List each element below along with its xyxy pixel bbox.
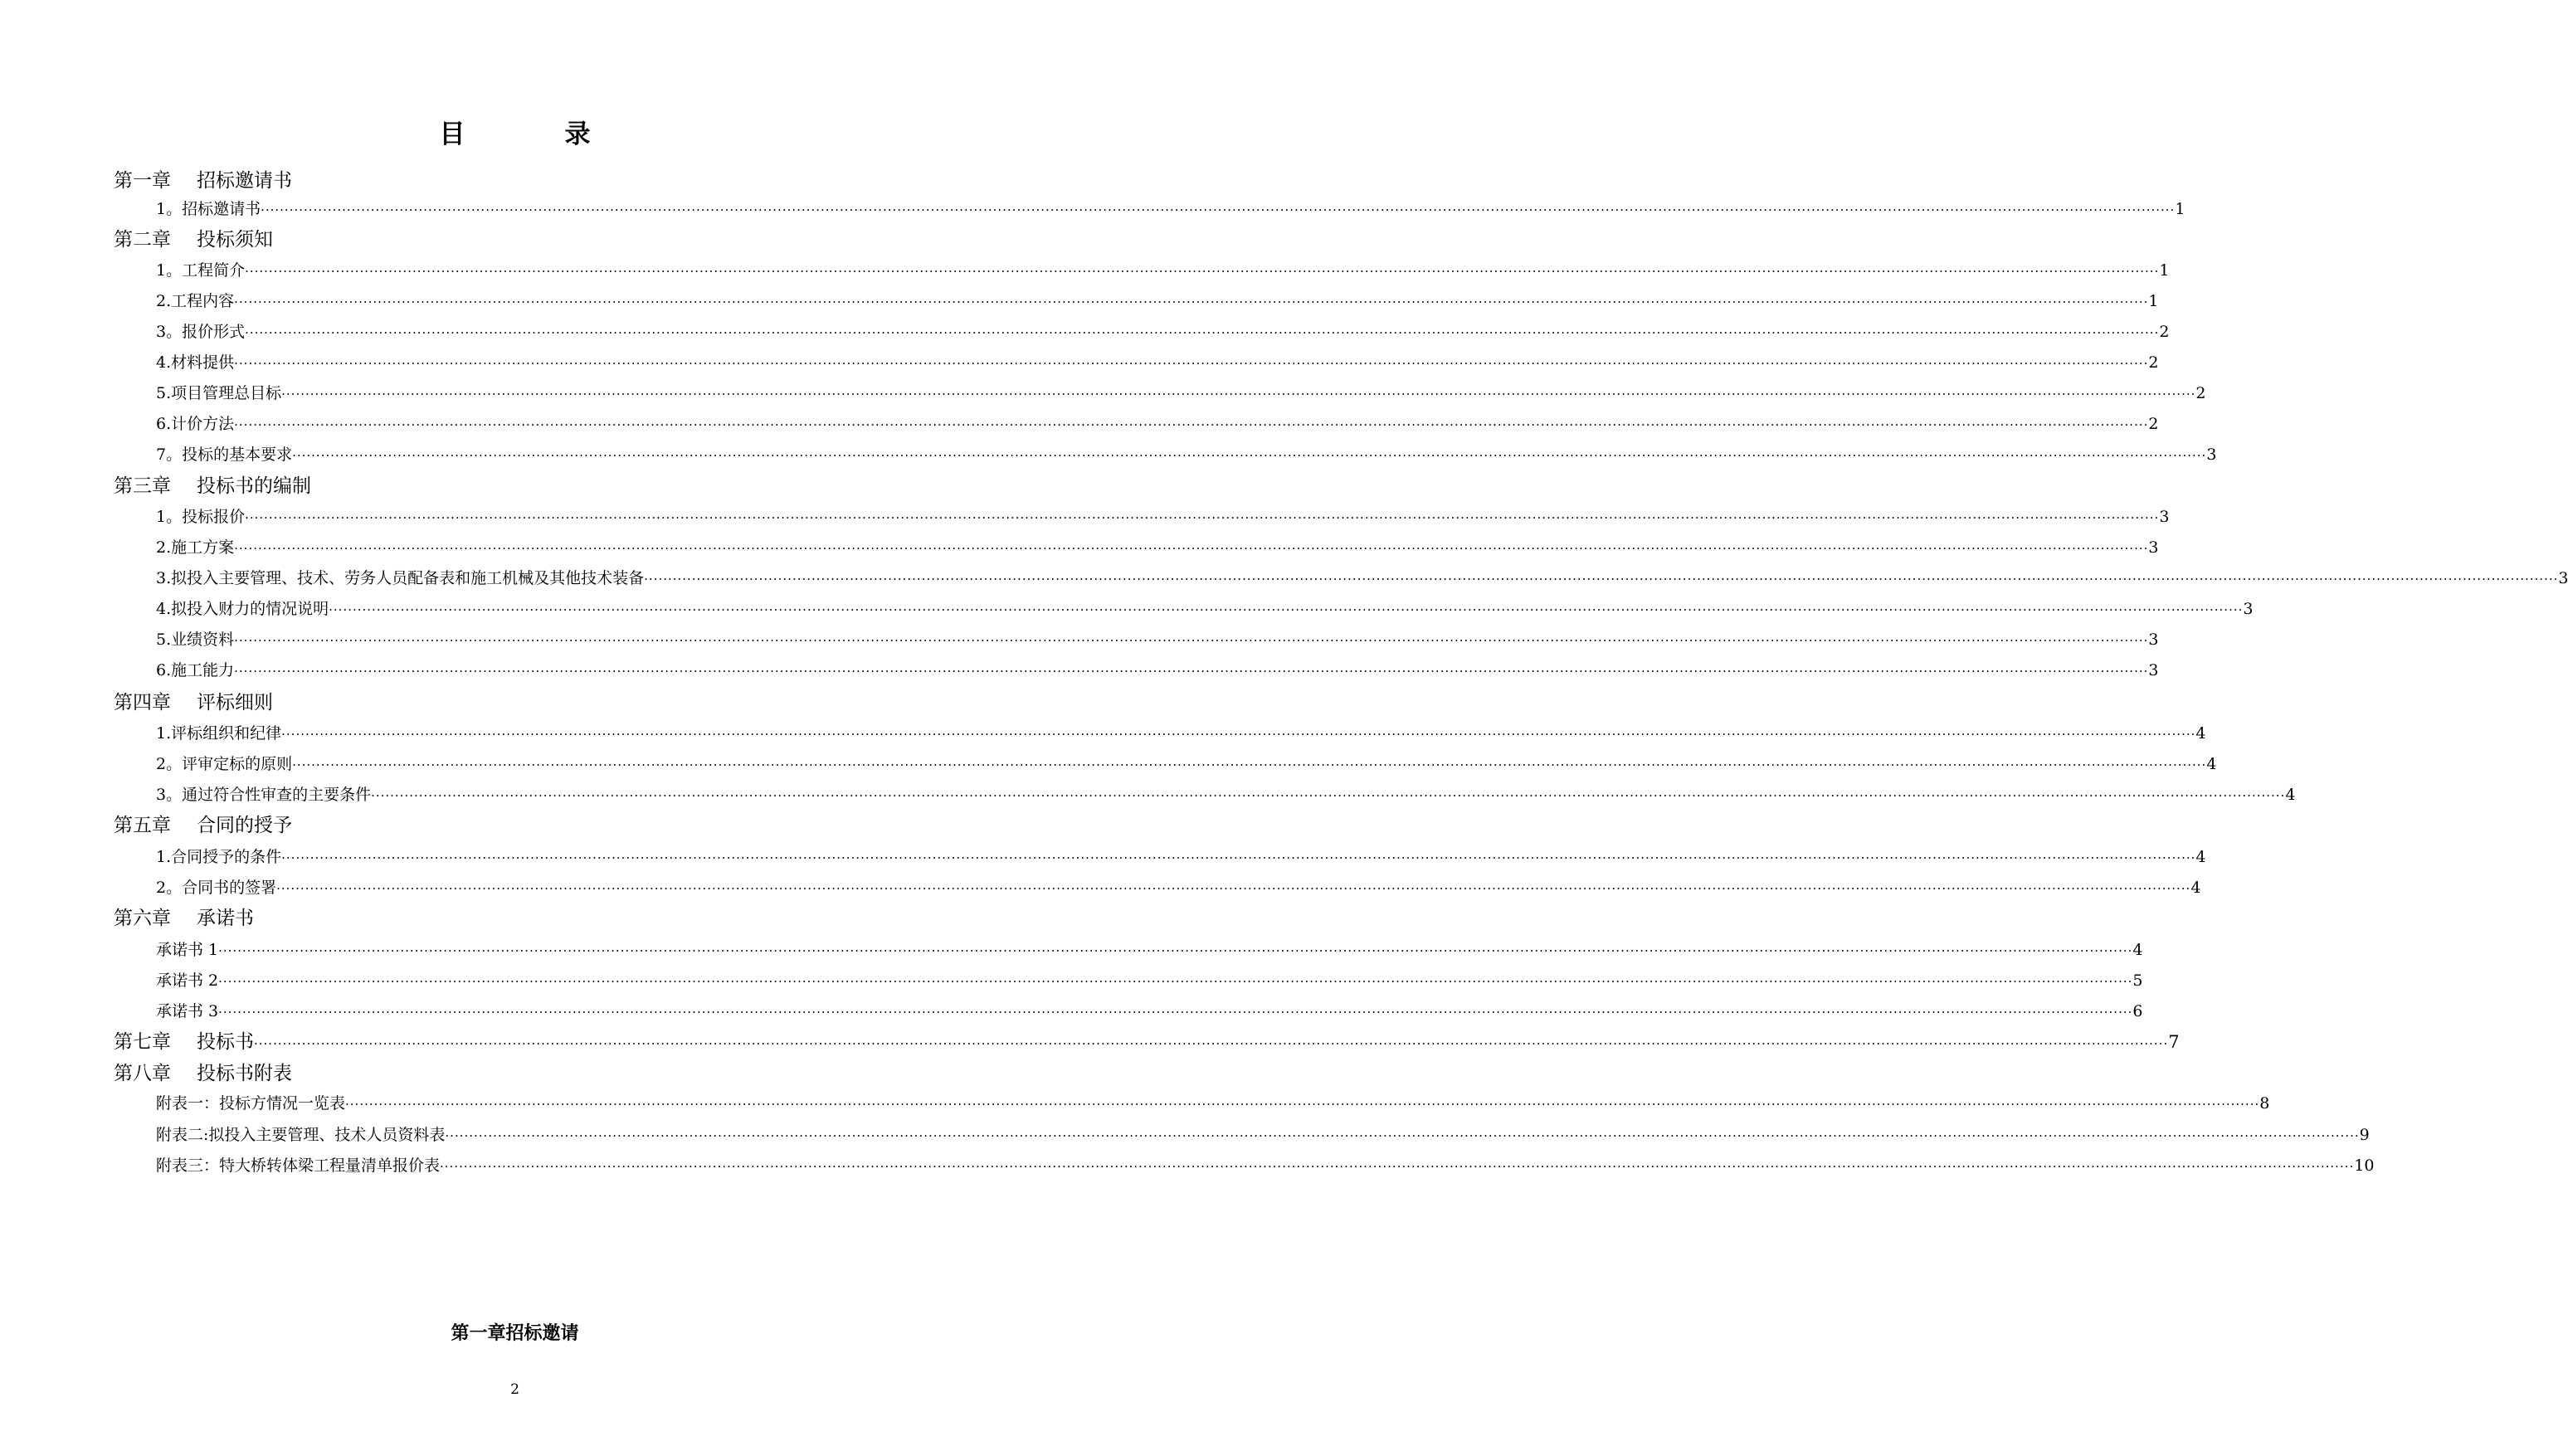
toc-entry-label: 附表二:拟投入主要管理、技术人员资料表: [156, 1126, 446, 1144]
toc-dot-leader: ················································································································································································································································································································································································································: [440, 1159, 2355, 1174]
toc-entry-label: 承诺书 1: [156, 941, 219, 959]
toc-entry-label: 1。招标邀请书: [156, 200, 261, 218]
toc-entry-label: 6.施工能力: [156, 661, 235, 679]
toc-entry: [156, 627, 2159, 652]
toc-dot-leader: ················································································································································································································································································································································································································: [234, 295, 2149, 309]
toc-chapter: [114, 474, 311, 499]
toc-chapter-title: 承诺书: [197, 908, 254, 929]
toc-page-number: 4: [2132, 941, 2143, 959]
toc-chapter: [114, 1061, 292, 1086]
toc-chapter-number: 第六章: [114, 908, 171, 929]
toc-entry: [156, 566, 2568, 591]
toc-entry-label: 5.项目管理总目标: [156, 384, 282, 402]
toc-page-number: 1: [2175, 200, 2185, 218]
toc-chapter-title: 评标细则: [197, 692, 273, 713]
toc-entry: [156, 1153, 2375, 1178]
toc-chapter-number: 第二章: [114, 229, 171, 251]
toc-page-number: 2: [2159, 323, 2170, 341]
toc-page-number: 9: [2359, 1126, 2370, 1144]
toc-dot-leader: ················································································································································································································································································································································································································: [218, 974, 2133, 989]
toc-page-number: 10: [2354, 1157, 2375, 1175]
toc-entry-label: 4.拟投入财力的情况说明: [156, 600, 329, 618]
toc-dot-leader: ················································································································································································································································································································································································································: [218, 943, 2133, 958]
toc-chapter-title: 投标须知: [197, 229, 273, 251]
toc-entry-label: 1。投标报价: [156, 508, 246, 526]
toc-chapter: [114, 690, 273, 715]
toc-entry: [156, 350, 2159, 375]
toc-chapter: [114, 906, 254, 931]
toc-entry-label: 4.材料提供: [156, 353, 235, 372]
toc-page-number: 6: [2132, 1002, 2143, 1020]
toc-page-number: 5: [2132, 971, 2143, 990]
toc-page-number: 8: [2259, 1094, 2270, 1113]
toc-entry: [156, 319, 2170, 344]
chapter-heading: 第一章招标邀请: [451, 1322, 579, 1344]
toc-chapter-number: 第一章: [114, 170, 171, 192]
toc-dot-leader: ················································································································································································································································································································································································································: [292, 448, 2207, 463]
toc-chapter: [114, 168, 292, 193]
toc-chapter: [114, 1030, 2180, 1054]
toc-chapter-number: 第三章: [114, 475, 171, 497]
toc-page-number: 1: [2159, 261, 2170, 280]
toc-entry: [156, 875, 2201, 900]
toc-chapter-number: 第八章: [114, 1063, 171, 1084]
toc-entry-label: 1.评标组织和纪律: [156, 724, 282, 743]
toc-dot-leader: ················································································································································································································································································································································································································: [234, 417, 2149, 432]
toc-page-number: 3: [2148, 661, 2159, 679]
toc-dot-leader: ················································································································································································································································································································································································································: [281, 387, 2196, 402]
toc-entry-label: 3。报价形式: [156, 323, 246, 341]
toc-entry: [156, 721, 2206, 746]
toc-page-number: 3: [2558, 569, 2568, 587]
toc-chapter-title: 投标书的编制: [197, 475, 311, 497]
toc-entry-label: 2.施工方案: [156, 538, 235, 557]
toc-entry: [156, 597, 2254, 621]
toc-page-number: 3: [2243, 600, 2254, 618]
toc-entry-label: 2。评审定标的原则: [156, 755, 293, 773]
toc-page-number: 1: [2148, 292, 2159, 310]
toc-entry-label: 附表三：特大桥转体梁工程量清单报价表: [156, 1157, 441, 1175]
toc-chapter-number: 第七章: [114, 1031, 171, 1053]
toc-chapter-number: 第四章: [114, 692, 171, 713]
toc-entry: [156, 535, 2159, 560]
toc-page-number: 3: [2148, 538, 2159, 557]
toc-page-number: 3: [2159, 508, 2170, 526]
toc-chapter-title: 合同的授予: [197, 815, 292, 836]
toc-dot-leader: ················································································································································································································································································································································································································: [245, 264, 2160, 279]
toc-dot-leader: ················································································································································································································································································································································································································: [276, 881, 2191, 896]
toc-dot-leader: ················································································································································································································································································································································································································: [245, 510, 2160, 525]
toc-entry-label: 3。通过符合性审查的主要条件: [156, 786, 372, 804]
toc-entry: [156, 289, 2159, 314]
toc-chapter: [114, 227, 273, 252]
toc-page-number: 4: [2195, 724, 2206, 743]
toc-dot-leader: ················································································································································································································································································································································································································: [281, 850, 2196, 865]
toc-entry: [156, 442, 2217, 467]
toc-entry-label: 附表一：投标方情况一览表: [156, 1094, 346, 1113]
toc-page-number: 4: [2285, 786, 2296, 804]
toc-entry-label: 承诺书 3: [156, 1002, 219, 1020]
page-number: 2: [510, 1381, 519, 1398]
toc-title: [0, 113, 1030, 150]
toc-dot-leader: ················································································································································································································································································································································································································: [292, 757, 2207, 772]
toc-dot-leader: ················································································································································································································································································································································································································: [329, 602, 2244, 617]
toc-chapter-title: 投标书附表: [197, 1063, 292, 1084]
toc-dot-leader: ················································································································································································································································································································································································································: [345, 1097, 2260, 1112]
toc-dot-leader: ················································································································································································································································································································································································································: [234, 356, 2149, 371]
toc-dot-leader: ················································································································································································································································································································································································································: [371, 788, 2286, 803]
toc-entry-label: 1。工程简介: [156, 261, 246, 280]
toc-dot-leader: ················································································································································································································································································································································································································: [245, 325, 2160, 340]
toc-entry-label: 3.拟投入主要管理、技术、劳务人员配备表和施工机械及其他技术装备: [156, 569, 645, 587]
toc-entry-label: 7。投标的基本要求: [156, 446, 293, 464]
toc-entry: [156, 197, 2185, 222]
toc-entry-label: 1.合同授予的条件: [156, 848, 282, 866]
toc-title-part1: 目: [439, 119, 465, 149]
toc-dot-leader: ················································································································································································································································································································································································································: [644, 572, 2559, 587]
toc-page-number: 4: [2206, 755, 2217, 773]
toc-title-part2: 录: [564, 119, 591, 149]
toc-dot-leader: ················································································································································································································································································································································································································: [234, 541, 2149, 556]
toc-chapter-title: 招标邀请书: [197, 170, 292, 192]
toc-entry-label: 6.计价方法: [156, 415, 235, 433]
toc-page-number: 2: [2148, 415, 2159, 433]
toc-chapter: [114, 813, 292, 838]
toc-entry: [156, 381, 2206, 406]
toc-entry: [156, 752, 2217, 777]
toc-entry: [156, 258, 2170, 283]
toc-dot-leader: ················································································································································································································································································································································································································: [254, 1036, 2169, 1051]
toc-entry: [156, 968, 2143, 993]
toc-dot-leader: ················································································································································································································································································································································································································: [445, 1128, 2360, 1143]
toc-entry: [156, 411, 2159, 436]
toc-page-number: 3: [2206, 446, 2217, 464]
toc-entry: [156, 504, 2170, 529]
toc-entry: [156, 999, 2143, 1024]
toc-entry: [156, 658, 2159, 683]
toc-entry: [156, 1091, 2270, 1116]
toc-dot-leader: ················································································································································································································································································································································································································: [218, 1005, 2133, 1020]
toc-dot-leader: ················································································································································································································································································································································································································: [234, 664, 2149, 679]
toc-page-number: 4: [2190, 879, 2201, 897]
toc-page-number: 4: [2195, 848, 2206, 866]
toc-entry: [156, 782, 2296, 807]
toc-entry-label: 5.业绩资料: [156, 631, 235, 649]
toc-entry-label: 2.工程内容: [156, 292, 235, 310]
toc-entry: [156, 845, 2206, 869]
toc-dot-leader: ················································································································································································································································································································································································································: [281, 727, 2196, 742]
toc-chapter-title: 投标书: [197, 1031, 254, 1053]
toc-entry-label: 2。合同书的签署: [156, 879, 277, 897]
toc-entry: [156, 1122, 2370, 1147]
toc-chapter-number: 第五章: [114, 815, 171, 836]
toc-entry: [156, 937, 2143, 962]
toc-page-number: 3: [2148, 631, 2159, 649]
toc-entry-label: 承诺书 2: [156, 971, 219, 990]
toc-dot-leader: ················································································································································································································································································································································································································: [234, 633, 2149, 648]
toc-page-number: 7: [2168, 1032, 2180, 1052]
toc-page-number: 2: [2195, 384, 2206, 402]
toc-dot-leader: ················································································································································································································································································································································································································: [261, 202, 2176, 217]
toc-page-number: 2: [2148, 353, 2159, 372]
